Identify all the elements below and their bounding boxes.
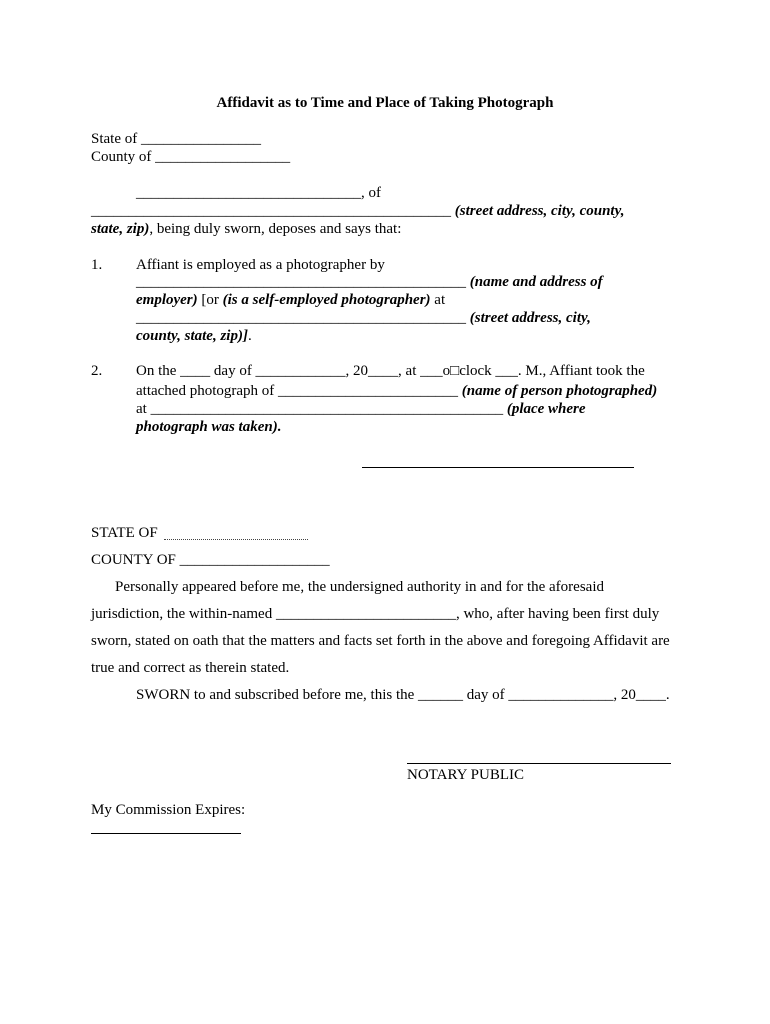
item-1-line5 <box>136 327 252 345</box>
place-hint: (place where <box>506 401 586 417</box>
item-2-number: 2. <box>91 363 103 379</box>
photographed-person-blank[interactable]: attached photograph of ________________________ <box>136 383 459 399</box>
employer-blank[interactable]: ____________________________________________ <box>136 274 466 290</box>
notary-county-line[interactable]: COUNTY OF ____________________ <box>91 552 330 568</box>
commission-expiry-line[interactable] <box>91 833 241 834</box>
affiant-sworn-line <box>91 220 401 238</box>
item-1-line2[interactable] <box>136 273 603 291</box>
sworn-text: , being duly sworn, deposes and says that: <box>149 221 402 237</box>
affiant-address-hint-cont: state, zip) <box>91 221 150 237</box>
employer-address-blank[interactable]: ____________________________________________ <box>136 310 466 326</box>
at-text: at <box>430 292 446 308</box>
employer-address-hint-cont: county, state, zip)] <box>136 328 248 344</box>
notary-signature-line[interactable] <box>407 763 671 764</box>
employer-hint: (name and address of <box>469 274 603 290</box>
self-employed-hint: (is a self-employed photographer) <box>222 292 431 308</box>
employer-hint-cont: employer) <box>136 292 198 308</box>
item-1-line1: Affiant is employed as a photographer by <box>136 257 385 273</box>
item-2-line3[interactable] <box>136 400 586 418</box>
item-2-line2[interactable] <box>136 382 657 400</box>
item-2-line1[interactable]: On the ____ day of ____________, 20____, at ___o□clock ___. M., Affiant took the <box>136 363 645 379</box>
affiant-address-blank[interactable]: ________________________________________________ <box>91 203 451 219</box>
affiant-signature-line[interactable] <box>362 467 634 468</box>
employer-address-hint: (street address, city, <box>469 310 591 326</box>
item-1-line4[interactable] <box>136 309 591 327</box>
item-2-line4: photograph was taken). <box>136 419 282 435</box>
notary-para-line1: Personally appeared before me, the undersigned authority in and for the aforesaid <box>115 579 604 595</box>
item-1-number: 1. <box>91 257 103 273</box>
notary-state-label: STATE OF <box>91 525 158 541</box>
county-field[interactable]: County of __________________ <box>91 149 291 165</box>
document-title: Affidavit as to Time and Place of Taking Photograph <box>216 95 554 111</box>
notary-public-label: NOTARY PUBLIC <box>407 767 525 783</box>
sworn-line[interactable]: SWORN to and subscribed before me, this the ______ day of ______________, 20____. <box>136 687 670 703</box>
notary-para-line4: true and correct as therein stated. <box>91 660 290 676</box>
notary-para-line2[interactable]: jurisdiction, the within-named ________________________, who, after having been first duly <box>91 606 660 622</box>
commission-label: My Commission Expires: <box>91 802 246 818</box>
or-text: [or <box>197 292 223 308</box>
notary-state-line[interactable] <box>91 524 158 542</box>
affiant-address-hint: (street address, city, county, <box>454 203 625 219</box>
period: . <box>247 328 252 344</box>
affiant-name-field[interactable]: ______________________________, of <box>136 185 381 201</box>
notary-para-line3: sworn, stated on oath that the matters and facts set forth in the above and foregoing Affidavit are <box>91 633 670 649</box>
affiant-address-line[interactable] <box>91 202 624 220</box>
item-1-line3 <box>136 291 445 309</box>
state-field[interactable]: State of ________________ <box>91 131 261 147</box>
place-blank[interactable]: at _______________________________________________ <box>136 401 504 417</box>
photographed-person-hint: (name of person photographed) <box>461 383 658 399</box>
notary-state-blank[interactable] <box>164 539 308 540</box>
